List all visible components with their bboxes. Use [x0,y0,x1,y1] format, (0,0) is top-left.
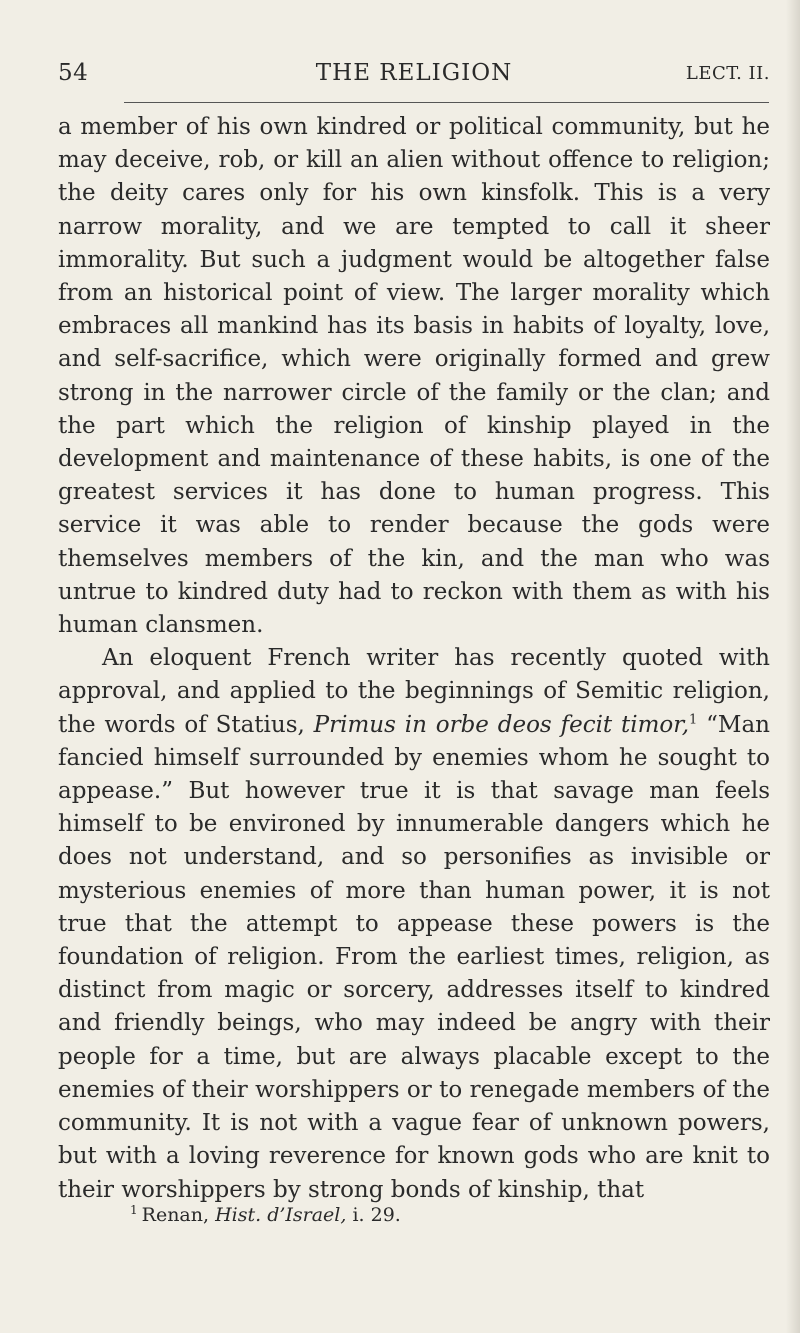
lecture-label: LECT. II. [685,63,770,84]
page-header [58,60,770,94]
footnote-number: 1 [130,1202,138,1217]
footnote-author: Renan, [141,1204,210,1226]
footnote [130,1203,770,1227]
body-text [58,111,770,1207]
page-number: 54 [58,60,89,86]
paragraph-statius [58,642,770,1206]
paragraph-text-before-quote: An eloquent French writer has recently quoted with approval, and applied to the beginnings of Semitic religion, the words of Statius, [58,645,770,738]
footnote-work: Hist. d’Israel, [215,1204,347,1226]
paragraph-continued: a member of his own kindred or political community, but he may deceive, rob, or kill an alien without offence to religion; the deity cares only for his own kinsfolk. This is a very narrow morality, and we are tempted to call it sheer immorality. But such a judgment would be altogether false from an historical point of view. The larger morality which embraces all mankind has its basis in habits of loyalty, love, and self-sacrifice, which were originally formed and grew strong in the narrower circle of the family or the clan; and the part which the religion of kinship played in the development and maintenance of these habits, is one of the greatest services it has done to human progress. This service it was able to render because the gods were themselves members of the kin, and the man who was untrue to kindred duty had to reckon with them as with his human clansmen. [58,114,770,639]
running-title: THE RELIGION [315,60,513,86]
latin-quote: Primus in orbe deos fecit timor, [313,711,690,738]
header-rule [124,102,769,103]
paragraph-text-after-quote: “Man fancied himself surrounded by enemies whom he sought to appease.” But however true it is that savage man feels himself to be environed by innumerable dangers which he does not understand, and so personifies as invisible or mysterious enemies of more than human power, it is not true that the attempt to appease these powers is the foundation of religion. From the earliest times, religion, as distinct from magic or sorcery, addresses itself to kindred and friendly beings, who may indeed be angry with their people for a time, but are always placable except to the enemies of their worshippers or to renegade members of the community. It is not with a vague fear of unknown powers, but with a loving reverence for known gods who are knit to their worshippers by strong bonds of kinship, that [58,711,770,1203]
footnote-reference[interactable]: 1 [689,712,698,727]
footnote-location: i. 29. [352,1204,401,1226]
